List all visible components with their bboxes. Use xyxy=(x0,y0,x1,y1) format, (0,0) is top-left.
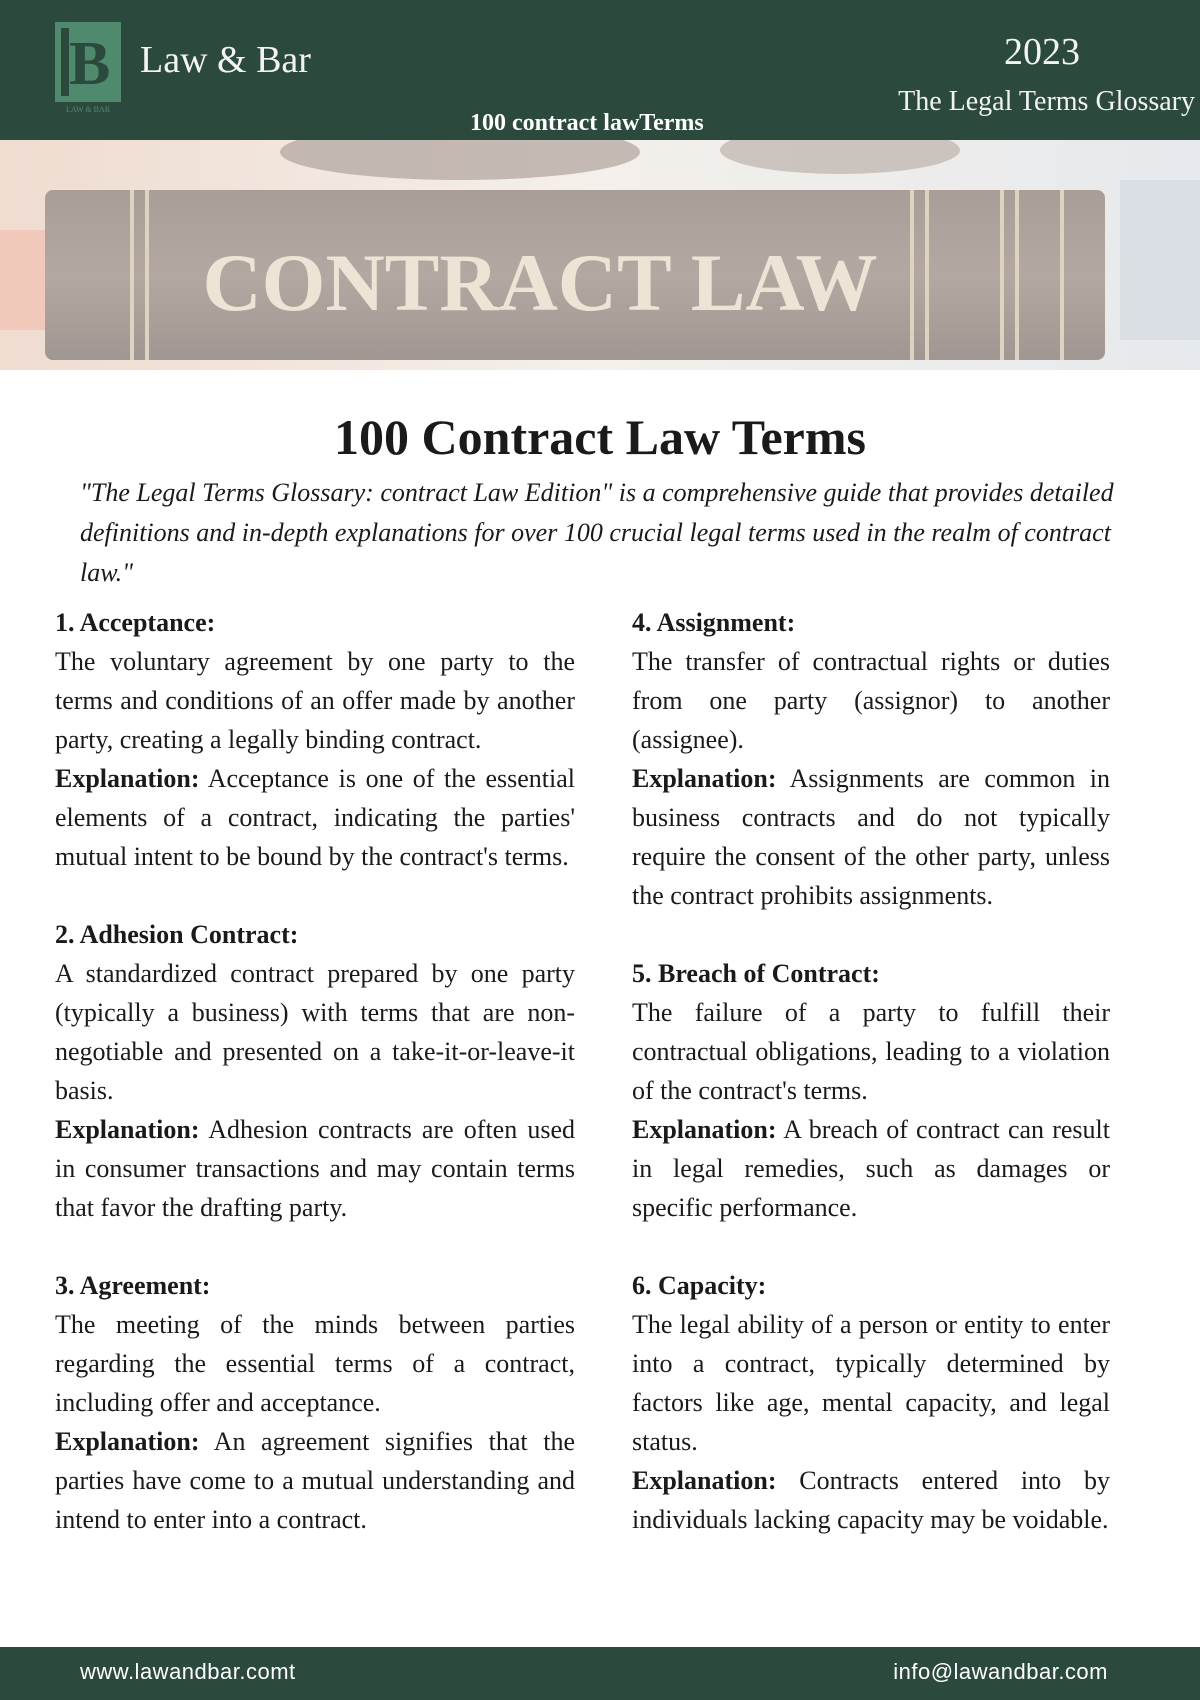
header-bar xyxy=(0,0,1200,140)
glossary-label: The Legal Terms Glossary xyxy=(898,86,1195,117)
explanation-text: Contracts entered into by individuals lacking capacity may be voidable. xyxy=(632,1466,1110,1534)
explanation-text: Assignments are common in business contracts and do not typically require the consent of the other party, unless the contract prohibits assignments. xyxy=(632,764,1110,910)
term-title: 3. Agreement: xyxy=(55,1271,211,1300)
year-label: 2023 xyxy=(1004,31,1080,73)
explanation-label: Explanation: xyxy=(55,1427,200,1456)
explanation-label: Explanation: xyxy=(55,1115,200,1144)
term-entry xyxy=(55,603,575,876)
intro-paragraph: "The Legal Terms Glossary: contract Law Edition" is a comprehensive guide that provides detailed definitions and in-depth explanations for over 100 crucial legal terms used in the realm of contract law." xyxy=(80,478,1114,587)
right-column xyxy=(632,603,1110,1578)
document-title: 100 Contract Law Terms xyxy=(334,409,866,465)
term-title: 4. Assignment: xyxy=(632,608,796,637)
term-title: 1. Acceptance: xyxy=(55,608,216,637)
term-entry xyxy=(632,603,1110,915)
term-explanation xyxy=(55,759,575,876)
email-link[interactable]: info@lawandbar.com xyxy=(893,1659,1108,1684)
explanation-label: Explanation: xyxy=(632,1466,777,1495)
term-explanation xyxy=(55,1110,575,1227)
term-explanation xyxy=(632,1461,1110,1539)
term-title: 2. Adhesion Contract: xyxy=(55,920,299,949)
term-definition: The failure of a party to fulfill their contractual obligations, leading to a violation of the contract's terms. xyxy=(632,998,1110,1105)
left-column xyxy=(55,603,575,1578)
term-definition: The meeting of the minds between parties regarding the essential terms of a contract, including offer and acceptance. xyxy=(55,1310,575,1417)
svg-text:LAW & BAR: LAW & BAR xyxy=(65,105,111,114)
explanation-label: Explanation: xyxy=(55,764,200,793)
explanation-text: Adhesion contracts are often used in consumer transactions and may contain terms that favor the drafting party. xyxy=(55,1115,575,1222)
term-entry xyxy=(632,954,1110,1227)
website-link[interactable]: www.lawandbar.comt xyxy=(80,1659,296,1684)
term-title: 6. Capacity: xyxy=(632,1271,767,1300)
footer-bar xyxy=(0,1647,1200,1700)
book-spine-text: CONTRACT LAW xyxy=(202,237,878,328)
svg-text:B: B xyxy=(69,30,111,98)
contract-law-banner-image xyxy=(0,140,1200,370)
explanation-label: Explanation: xyxy=(632,764,777,793)
term-definition: The voluntary agreement by one party to the terms and conditions of an offer made by another party, creating a legally binding contract. xyxy=(55,647,575,754)
explanation-text: Acceptance is one of the essential elements of a contract, indicating the parties' mutual intent to be bound by the contract's terms. xyxy=(55,764,575,871)
law-and-bar-logo xyxy=(55,22,121,122)
term-entry xyxy=(632,1266,1110,1539)
explanation-text: A breach of contract can result in legal remedies, such as damages or specific performance. xyxy=(632,1115,1110,1222)
term-explanation xyxy=(55,1422,575,1539)
term-explanation xyxy=(632,1110,1110,1227)
term-title: 5. Breach of Contract: xyxy=(632,959,880,988)
brand-name: Law & Bar xyxy=(140,39,311,81)
header-subtitle: 100 contract lawTerms xyxy=(470,110,704,136)
explanation-text: An agreement signifies that the parties have come to a mutual understanding and intend to enter into a contract. xyxy=(55,1427,575,1534)
term-entry xyxy=(55,1266,575,1539)
term-explanation xyxy=(632,759,1110,915)
term-definition: The transfer of contractual rights or duties from one party (assignor) to another (assignee). xyxy=(632,647,1110,754)
term-entry xyxy=(55,915,575,1227)
explanation-label: Explanation: xyxy=(632,1115,777,1144)
term-definition: The legal ability of a person or entity to enter into a contract, typically determined by factors like age, mental capacity, and legal status. xyxy=(632,1310,1110,1456)
term-definition: A standardized contract prepared by one party (typically a business) with terms that are non-negotiable and presented on a take-it-or-leave-it basis. xyxy=(55,959,575,1105)
